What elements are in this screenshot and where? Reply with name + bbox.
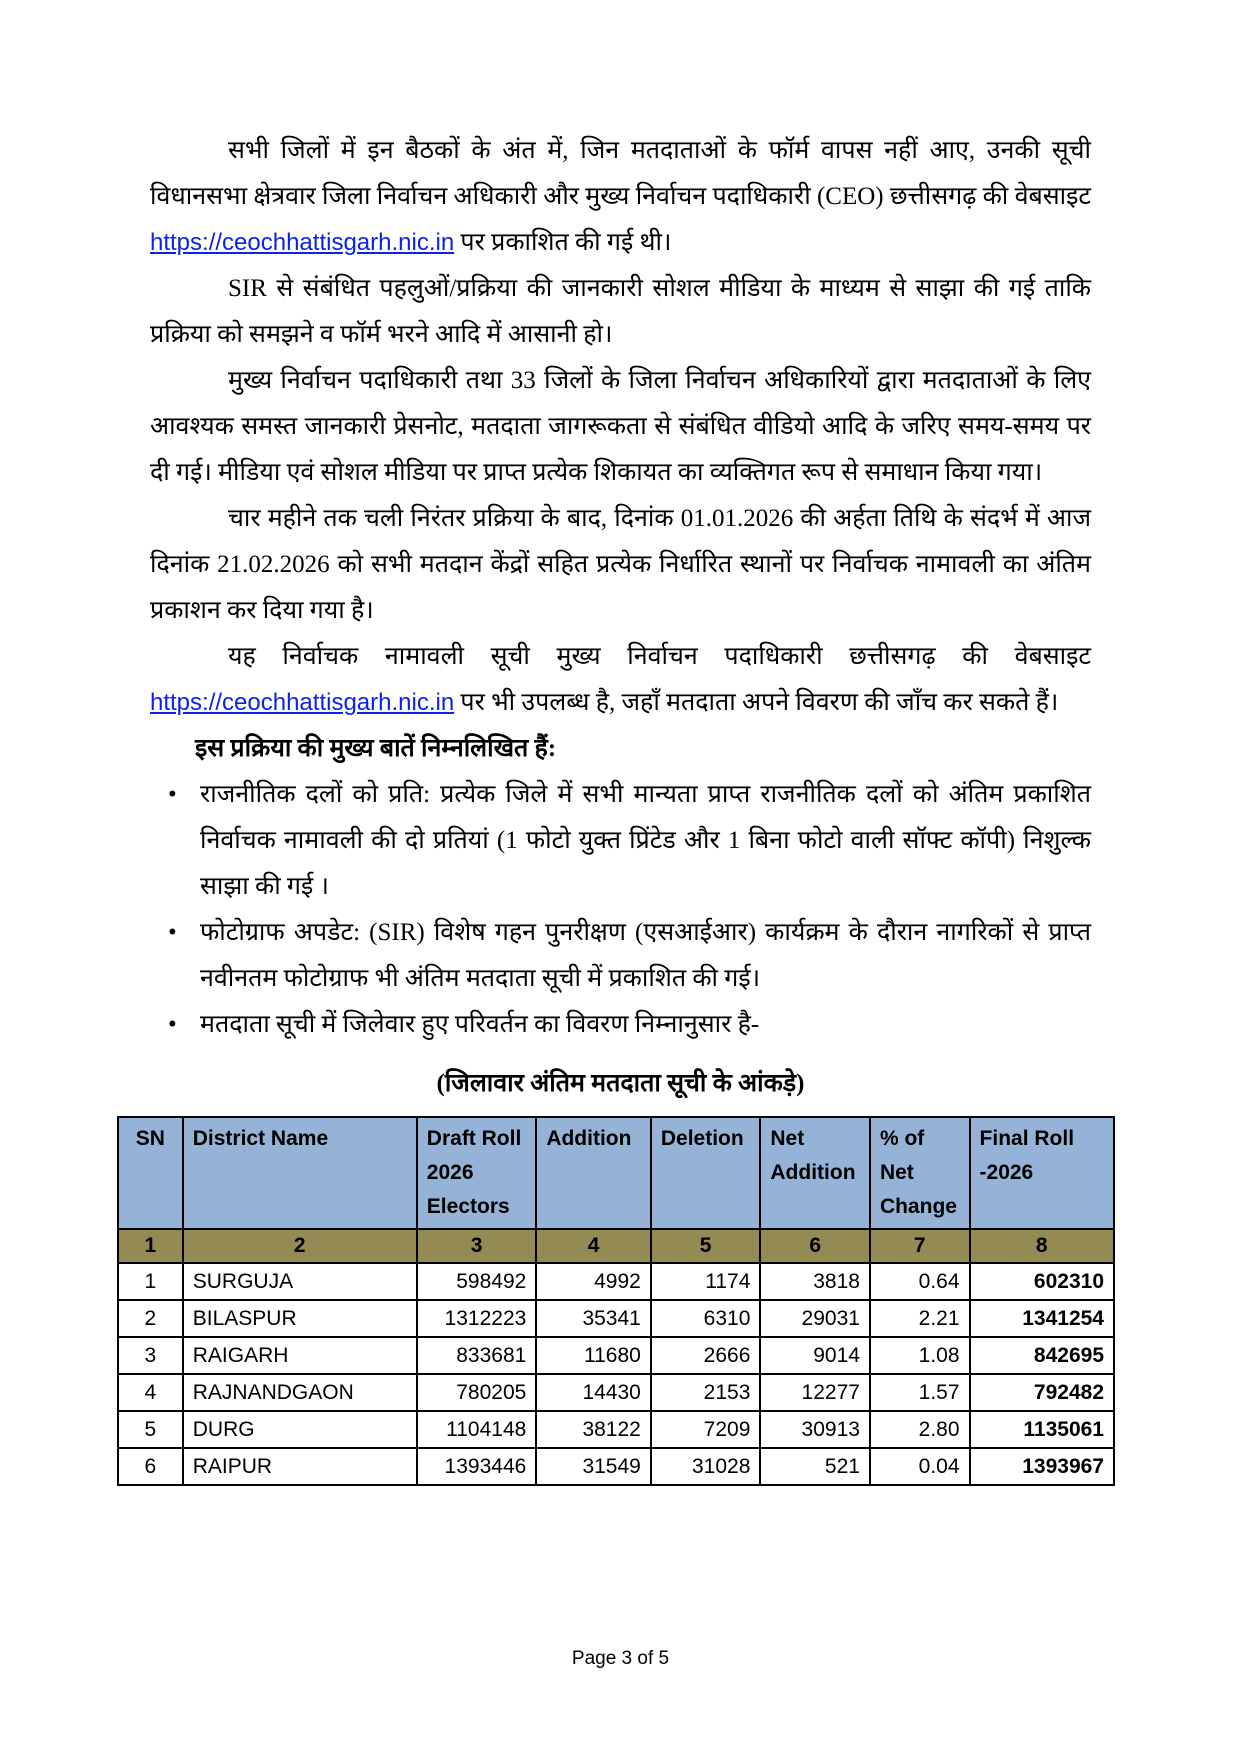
table-cell: RAJNANDGAON — [183, 1374, 417, 1411]
para-5-text-after: पर भी उपलब्ध है, जहाँ मतदाता अपने विवरण की जाँच कर सकते हैं। — [454, 689, 1059, 716]
table-cell: 30913 — [760, 1411, 870, 1448]
header-sn: SN — [118, 1117, 183, 1229]
table-row — [118, 1337, 1114, 1374]
table-cell: 1 — [118, 1263, 183, 1300]
footer-page-number: Page 3 of 5 — [571, 1648, 670, 1669]
table-cell: 31028 — [651, 1448, 761, 1485]
table-cell: RAIPUR — [183, 1448, 417, 1485]
table-cell: 14430 — [536, 1374, 651, 1411]
table-cell: 1.57 — [870, 1374, 970, 1411]
table-row — [118, 1300, 1114, 1337]
table-cell: SURGUJA — [183, 1263, 417, 1300]
bullet-photograph-update: • फोटोग्राफ अपडेट: (SIR) विशेष गहन पुनरीक्षण (एसआईआर) कार्यक्रम के दौरान नागरिकों से प्राप्त नवीनतम फोटोग्राफ भी अंतिम मतदाता सूची में प्रकाशित की गई। — [150, 910, 1091, 1002]
table-cell: 0.64 — [870, 1263, 970, 1300]
table-cell: 3818 — [760, 1263, 870, 1300]
key-points-list — [150, 772, 1091, 1048]
table-cell: 1174 — [651, 1263, 761, 1300]
column-number-row — [118, 1229, 1114, 1263]
header-deletion: Deletion — [651, 1117, 761, 1229]
column-number: 8 — [970, 1229, 1114, 1263]
para-ceo-districts-info: मुख्य निर्वाचन पदाधिकारी तथा 33 जिलों के जिला निर्वाचन अधिकारियों द्वारा मतदाताओं के लिए आवश्यक समस्त जानकारी प्रेसनोट, मतदाता जागरूकता से संबंधित वीडियो आदि के जरिए समय-समय पर दी गई। मीडिया एवं सोशल मीडिया पर प्राप्त प्रत्येक शिकायत का व्यक्तिगत रूप से समाधान किया गया। — [150, 367, 1091, 486]
key-points-heading: इस प्रक्रिया की मुख्य बातें निम्नलिखित हैं: — [195, 735, 557, 762]
para-1-text-before: सभी जिलों में इन बैठकों के अंत में, जिन मतदाताओं के फॉर्म वापस नहीं आए, उनकी सूची विधानसभा क्षेत्रवार जिला निर्वाचन अधिकारी और मुख्य निर्वाचन पदाधिकारी (CEO) छत्तीसगढ़ की वेबसाइट — [150, 137, 1091, 210]
table-cell: 521 — [760, 1448, 870, 1485]
column-number: 7 — [870, 1229, 970, 1263]
table-cell: 2 — [118, 1300, 183, 1337]
table-cell: 9014 — [760, 1337, 870, 1374]
header-net-addition: Net Addition — [760, 1117, 870, 1229]
table-cell: 2666 — [651, 1337, 761, 1374]
para-final-publication: चार महीने तक चली निरंतर प्रक्रिया के बाद, दिनांक 01.01.2026 की अर्हता तिथि के संदर्भ में आज दिनांक 21.02.2026 को सभी मतदान केंद्रों सहित प्रत्येक निर्धारित स्थानों पर निर्वाचक नामावली का अंतिम प्रकाशन कर दिया गया है। — [150, 505, 1091, 624]
header-pct-net-change: % of Net Change — [870, 1117, 970, 1229]
table-cell: 842695 — [970, 1337, 1114, 1374]
table-cell: 0.04 — [870, 1448, 970, 1485]
table-cell: 2.80 — [870, 1411, 970, 1448]
table-cell: 38122 — [536, 1411, 651, 1448]
table-body — [118, 1263, 1114, 1485]
header-final-roll: Final Roll -2026 — [970, 1117, 1114, 1229]
table-cell: 792482 — [970, 1374, 1114, 1411]
table-cell: 29031 — [760, 1300, 870, 1337]
table-row — [118, 1263, 1114, 1300]
bullet-political-parties: • राजनीतिक दलों को प्रति: प्रत्येक जिले में सभी मान्यता प्राप्त राजनीतिक दलों को अंतिम प्रकाशित निर्वाचक नामावली की दो प्रतियां (1 फोटो युक्त प्रिंटेड और 1 बिना फोटो वाली सॉफ्ट कॉपी) निशुल्क साझा की गई । — [150, 772, 1091, 910]
header-draft-roll: Draft Roll 2026 Electors — [417, 1117, 537, 1229]
table-cell: 6310 — [651, 1300, 761, 1337]
table-cell: 602310 — [970, 1263, 1114, 1300]
column-number: 5 — [651, 1229, 761, 1263]
column-number: 3 — [417, 1229, 537, 1263]
table-cell: 35341 — [536, 1300, 651, 1337]
table-cell: 833681 — [417, 1337, 537, 1374]
table-cell: BILASPUR — [183, 1300, 417, 1337]
column-number: 4 — [536, 1229, 651, 1263]
table-cell: 1135061 — [970, 1411, 1114, 1448]
ceo-website-link-2[interactable]: https://ceochhattisgarh.nic.in — [150, 689, 455, 716]
table-row — [118, 1448, 1114, 1485]
table-cell: 6 — [118, 1448, 183, 1485]
para-roll-available-online — [150, 634, 1091, 726]
table-cell: 1393446 — [417, 1448, 537, 1485]
table-cell: 1341254 — [970, 1300, 1114, 1337]
table-cell: 1.08 — [870, 1337, 970, 1374]
ceo-website-link-1[interactable]: https://ceochhattisgarh.nic.in — [150, 229, 455, 256]
table-row — [118, 1374, 1114, 1411]
table-cell: 3 — [118, 1337, 183, 1374]
table-row — [118, 1411, 1114, 1448]
table-cell: 1312223 — [417, 1300, 537, 1337]
table-cell: 12277 — [760, 1374, 870, 1411]
table-caption: (जिलावार अंतिम मतदाता सूची के आंकड़े) — [436, 1070, 805, 1097]
bullet-districtwise-changes: • मतदाता सूची में जिलेवार हुए परिवर्तन का विवरण निम्नानुसार है- — [150, 1002, 1091, 1048]
table-cell: 780205 — [417, 1374, 537, 1411]
column-number: 6 — [760, 1229, 870, 1263]
column-number: 2 — [183, 1229, 417, 1263]
para-sir-social-media: SIR से संबंधित पहलुओं/प्रक्रिया की जानकारी सोशल मीडिया के माध्यम से साझा की गई ताकि प्रक्रिया को समझने व फॉर्म भरने आदि में आसानी हो। — [150, 275, 1091, 348]
table-cell: 5 — [118, 1411, 183, 1448]
para-5-text-before: यह निर्वाचक नामावली सूची मुख्य निर्वाचन पदाधिकारी छत्तीसगढ़ की वेबसाइट — [228, 643, 1091, 670]
table-cell: 2.21 — [870, 1300, 970, 1337]
table-cell: DURG — [183, 1411, 417, 1448]
table-cell: 1393967 — [970, 1448, 1114, 1485]
table-cell: 2153 — [651, 1374, 761, 1411]
districtwise-electors-table — [117, 1116, 1115, 1486]
table-cell: 1104148 — [417, 1411, 537, 1448]
table-cell: 4992 — [536, 1263, 651, 1300]
header-district-name: District Name — [183, 1117, 417, 1229]
table-header-row — [118, 1117, 1114, 1229]
table-cell: 7209 — [651, 1411, 761, 1448]
table-cell: 598492 — [417, 1263, 537, 1300]
para-meetings-forms — [150, 128, 1091, 266]
table-cell: RAIGARH — [183, 1337, 417, 1374]
table-cell: 4 — [118, 1374, 183, 1411]
column-number: 1 — [118, 1229, 183, 1263]
table-cell: 31549 — [536, 1448, 651, 1485]
para-1-text-after: पर प्रकाशित की गई थी। — [454, 229, 672, 256]
table-cell: 11680 — [536, 1337, 651, 1374]
electors-table-wrapper — [117, 1116, 1115, 1486]
header-addition: Addition — [536, 1117, 651, 1229]
